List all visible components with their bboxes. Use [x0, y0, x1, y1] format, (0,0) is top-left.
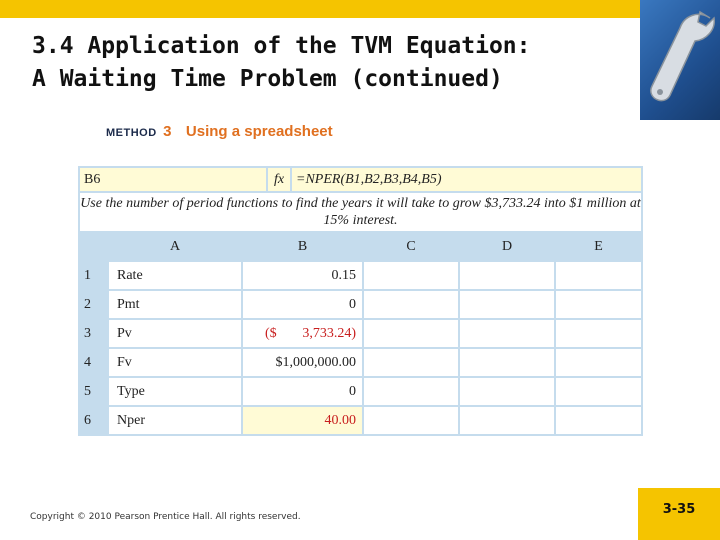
cell-a2[interactable]: Pmt	[109, 291, 241, 318]
corner-cell[interactable]	[80, 233, 107, 260]
column-header-row	[80, 233, 641, 260]
cell-b3[interactable]	[243, 320, 362, 347]
cell-b2[interactable]: 0	[243, 291, 362, 318]
cell-d4[interactable]	[460, 349, 554, 376]
cell-a3[interactable]: Pv	[109, 320, 241, 347]
cell-e5[interactable]	[556, 378, 641, 405]
table-row	[80, 320, 641, 347]
cell-a4[interactable]: Fv	[109, 349, 241, 376]
cell-b6-selected[interactable]: 40.00	[243, 407, 362, 434]
cell-d6[interactable]	[460, 407, 554, 434]
cell-e1[interactable]	[556, 262, 641, 289]
cell-c1[interactable]	[364, 262, 458, 289]
cell-b1[interactable]: 0.15	[243, 262, 362, 289]
cell-d1[interactable]	[460, 262, 554, 289]
row-number[interactable]: 3	[80, 320, 107, 347]
method-text: Using a spreadsheet	[185, 123, 333, 140]
table-row	[80, 378, 641, 405]
top-accent-bar	[0, 0, 640, 18]
cell-e3[interactable]	[556, 320, 641, 347]
wrench-icon	[640, 0, 720, 120]
table-row	[80, 349, 641, 376]
cell-d5[interactable]	[460, 378, 554, 405]
column-header-d[interactable]: D	[460, 233, 554, 260]
currency-prefix: ($	[265, 326, 277, 341]
table-row	[80, 262, 641, 289]
page-number-box	[638, 488, 720, 540]
table-row	[80, 407, 641, 434]
method-heading	[106, 123, 333, 141]
cell-e6[interactable]	[556, 407, 641, 434]
cell-a5[interactable]: Type	[109, 378, 241, 405]
page-number: 3-35	[662, 502, 696, 517]
spreadsheet	[78, 166, 643, 436]
formula-input[interactable]: =NPER(B1,B2,B3,B4,B5)	[292, 168, 641, 191]
cell-b5[interactable]: 0	[243, 378, 362, 405]
method-number: 3	[163, 123, 172, 140]
cell-b3-value: 3,733.24)	[302, 326, 356, 341]
copyright-text: Copyright © 2010 Pearson Prentice Hall. All rights reserved.	[30, 512, 301, 522]
cell-c3[interactable]	[364, 320, 458, 347]
cell-a1[interactable]: Rate	[109, 262, 241, 289]
cell-b4[interactable]: $1,000,000.00	[243, 349, 362, 376]
formula-bar	[80, 168, 641, 191]
cell-c4[interactable]	[364, 349, 458, 376]
column-header-a[interactable]: A	[109, 233, 241, 260]
row-number[interactable]: 1	[80, 262, 107, 289]
cell-a6[interactable]: Nper	[109, 407, 241, 434]
row-number[interactable]: 6	[80, 407, 107, 434]
cell-d2[interactable]	[460, 291, 554, 318]
column-header-c[interactable]: C	[364, 233, 458, 260]
cell-e4[interactable]	[556, 349, 641, 376]
row-number[interactable]: 2	[80, 291, 107, 318]
cell-e2[interactable]	[556, 291, 641, 318]
row-number[interactable]: 4	[80, 349, 107, 376]
method-label: METHOD	[106, 127, 157, 139]
row-number[interactable]: 5	[80, 378, 107, 405]
spreadsheet-note: Use the number of period functions to find the years it will take to grow $3,733.24 into $1 million at 15% interest.	[80, 193, 641, 231]
cell-c2[interactable]	[364, 291, 458, 318]
cell-c6[interactable]	[364, 407, 458, 434]
table-row	[80, 291, 641, 318]
slide-title: 3.4 Application of the TVM Equation: A Waiting Time Problem (continued)	[32, 33, 531, 92]
column-header-b[interactable]: B	[243, 233, 362, 260]
column-header-e[interactable]: E	[556, 233, 641, 260]
fx-label: fx	[268, 168, 290, 191]
cell-c5[interactable]	[364, 378, 458, 405]
name-box[interactable]: B6	[80, 168, 266, 191]
cell-d3[interactable]	[460, 320, 554, 347]
